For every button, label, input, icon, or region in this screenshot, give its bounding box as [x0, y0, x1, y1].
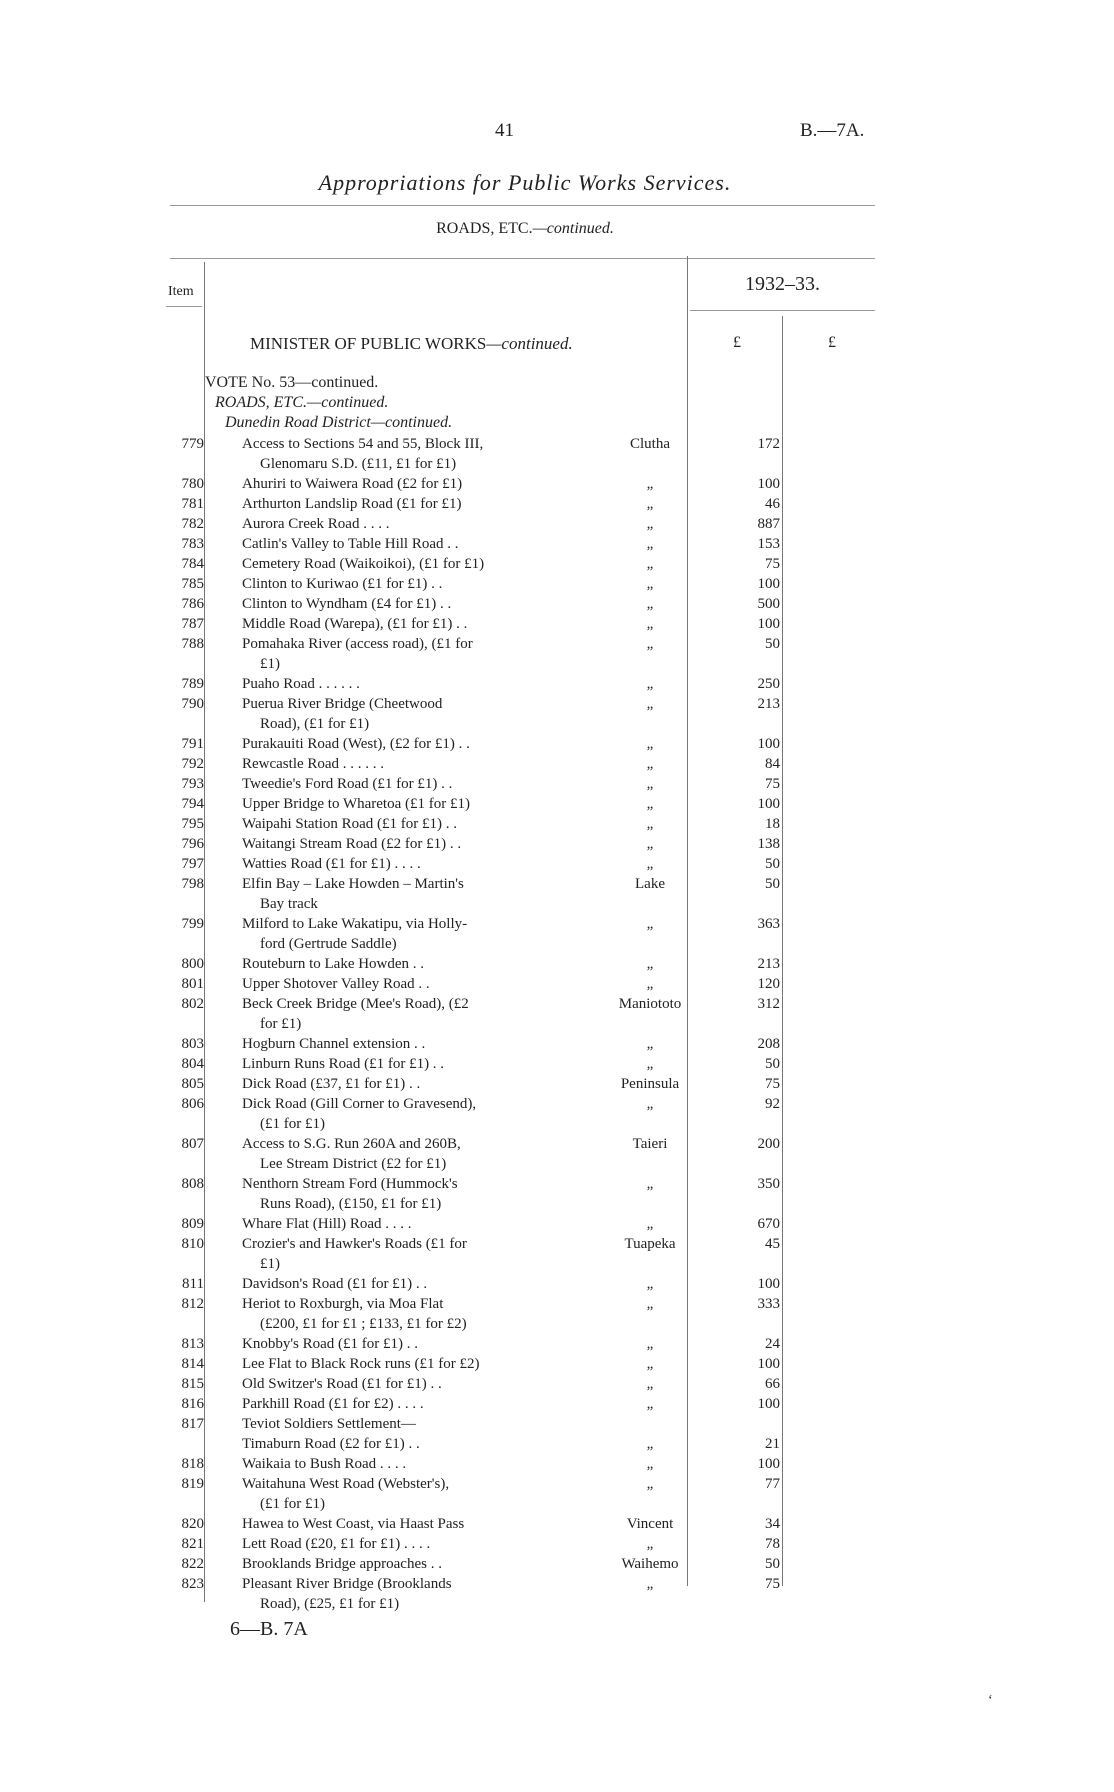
road-district: „ [646, 516, 654, 532]
road-district: „ [646, 1336, 654, 1352]
road-district: „ [646, 616, 654, 632]
description-line: Arthurton Landslip Road (£1 for £1) [242, 496, 462, 512]
item-description [242, 1234, 562, 1274]
amount: 46 [765, 496, 780, 512]
amount: 120 [757, 976, 780, 992]
description-line: Catlin's Valley to Table Hill Road . . [242, 536, 459, 552]
amount: 100 [757, 476, 780, 492]
amount: 75 [765, 776, 780, 792]
description-line: Lett Road (£20, £1 for £1) . . . . [242, 1536, 431, 1552]
amount: 208 [757, 1036, 780, 1052]
road-district: Maniototo [618, 996, 682, 1012]
item-description [242, 1294, 562, 1334]
item-number: 822 [181, 1556, 204, 1572]
description-line: Aurora Creek Road . . . . [242, 516, 390, 532]
description-line: Dick Road (Gill Corner to Gravesend), [242, 1096, 477, 1112]
road-district: „ [646, 1296, 654, 1312]
item-number: 793 [181, 776, 204, 792]
amount: 312 [757, 996, 780, 1012]
year-header-rule [690, 310, 875, 311]
amount: 100 [757, 1356, 780, 1372]
item-description [242, 1414, 562, 1434]
description-line: Pomahaka River (access road), (£1 for [242, 636, 473, 652]
item-description [242, 1534, 562, 1554]
amount: 77 [765, 1476, 780, 1492]
item-description [242, 994, 562, 1034]
road-district: „ [646, 676, 654, 692]
amount: 21 [765, 1436, 780, 1452]
description-line: Waipahi Station Road (£1 for £1) . . [242, 816, 458, 832]
description-continuation: Lee Stream District (£2 for £1) [260, 1156, 447, 1172]
road-district: „ [646, 776, 654, 792]
description-continuation: for £1) [260, 1016, 302, 1032]
description-continuation: (£1 for £1) [260, 1496, 325, 1512]
amount: 50 [765, 876, 780, 892]
item-description [242, 1274, 562, 1294]
item-description [242, 1214, 562, 1234]
item-number: 798 [181, 876, 204, 892]
amount: 100 [757, 616, 780, 632]
amount: 100 [757, 796, 780, 812]
item-number: 791 [181, 736, 204, 752]
description-line: Whare Flat (Hill) Road . . . . [242, 1216, 412, 1232]
description-line: Upper Shotover Valley Road . . [242, 976, 430, 992]
road-district: „ [646, 1536, 654, 1552]
vote-heading: VOTE No. 53—continued. [205, 374, 379, 391]
amount: 45 [765, 1236, 780, 1252]
item-description [242, 1434, 562, 1454]
amount: 92 [765, 1096, 780, 1112]
item-description [242, 694, 562, 734]
item-description [242, 1094, 562, 1134]
item-description [242, 1474, 562, 1514]
amount: 78 [765, 1536, 780, 1552]
item-description [242, 1514, 562, 1534]
road-district: „ [646, 536, 654, 552]
item-number: 792 [181, 756, 204, 772]
amount: 670 [757, 1216, 780, 1232]
description-line: Hawea to West Coast, via Haast Pass [242, 1516, 465, 1532]
item-description [242, 494, 562, 514]
amount: 213 [757, 956, 780, 972]
item-number: 808 [181, 1176, 204, 1192]
road-district: „ [646, 476, 654, 492]
road-district: „ [646, 1216, 654, 1232]
section-heading-main: ROADS, ETC. [436, 220, 533, 237]
item-description [242, 1374, 562, 1394]
item-number: 800 [181, 956, 204, 972]
item-number: 795 [181, 816, 204, 832]
amount: 500 [757, 596, 780, 612]
description-line: Access to Sections 54 and 55, Block III, [242, 436, 484, 452]
district-heading: Dunedin Road District—continued. [225, 414, 453, 431]
amount: 50 [765, 1056, 780, 1072]
roads-heading: ROADS, ETC.—continued. [215, 394, 389, 411]
item-number: 805 [181, 1076, 204, 1092]
description-line: Old Switzer's Road (£1 for £1) . . [242, 1376, 442, 1392]
item-description [242, 754, 562, 774]
amount: 66 [765, 1376, 780, 1392]
road-district: „ [646, 1376, 654, 1392]
item-description [242, 1394, 562, 1414]
item-number: 787 [181, 616, 204, 632]
description-line: Milford to Lake Wakatipu, via Holly- [242, 916, 468, 932]
description-line: Rewcastle Road . . . . . . [242, 756, 385, 772]
amount-column-divider [782, 316, 783, 1586]
description-line: Tweedie's Ford Road (£1 for £1) . . [242, 776, 453, 792]
road-district: „ [646, 916, 654, 932]
item-description [242, 1074, 562, 1094]
amount: 24 [765, 1336, 780, 1352]
item-number: 783 [181, 536, 204, 552]
section-heading-continued: —continued. [532, 220, 614, 237]
description-continuation: Bay track [260, 896, 318, 912]
item-number: 809 [181, 1216, 204, 1232]
item-number: 801 [181, 976, 204, 992]
item-description [242, 1334, 562, 1354]
item-number: 786 [181, 596, 204, 612]
description-line: Heriot to Roxburgh, via Moa Flat [242, 1296, 444, 1312]
item-number: 794 [181, 796, 204, 812]
item-description [242, 474, 562, 494]
item-description [242, 574, 562, 594]
road-district: „ [646, 496, 654, 512]
description-line: Teviot Soldiers Settlement— [242, 1416, 416, 1432]
item-number: 782 [181, 516, 204, 532]
item-number: 821 [181, 1536, 204, 1552]
item-description [242, 674, 562, 694]
description-continuation: ford (Gertrude Saddle) [260, 936, 397, 952]
amount: 100 [757, 736, 780, 752]
description-line: Clinton to Wyndham (£4 for £1) . . [242, 596, 452, 612]
description-line: Nenthorn Stream Ford (Hummock's [242, 1176, 458, 1192]
amount: 333 [757, 1296, 780, 1312]
table-top-rule [170, 258, 875, 259]
description-line: Puaho Road . . . . . . [242, 676, 360, 692]
item-description [242, 1354, 562, 1374]
item-description [242, 774, 562, 794]
road-district: „ [646, 1356, 654, 1372]
description-line: Watties Road (£1 for £1) . . . . [242, 856, 421, 872]
amount: 50 [765, 636, 780, 652]
amount: 50 [765, 1556, 780, 1572]
road-district: „ [646, 636, 654, 652]
item-description [242, 554, 562, 574]
item-number: 802 [181, 996, 204, 1012]
item-description [242, 1034, 562, 1054]
description-continuation: Glenomaru S.D. (£11, £1 for £1) [260, 456, 457, 472]
road-district: Clutha [630, 436, 670, 452]
amount: 138 [757, 836, 780, 852]
item-description [242, 914, 562, 954]
road-district: „ [646, 836, 654, 852]
item-number: 811 [182, 1276, 204, 1292]
road-district: „ [646, 856, 654, 872]
description-continuation: Road), (£1 for £1) [260, 716, 370, 732]
stray-mark: ‘ [988, 1693, 993, 1708]
pound-sign-column-2: £ [828, 334, 836, 351]
document-reference: B.—7A. [800, 120, 865, 141]
road-district: „ [646, 1056, 654, 1072]
amount: 213 [757, 696, 780, 712]
road-district: „ [646, 796, 654, 812]
item-description [242, 874, 562, 914]
description-line: Access to S.G. Run 260A and 260B, [242, 1136, 461, 1152]
amount: 100 [757, 576, 780, 592]
description-line: Routeburn to Lake Howden . . [242, 956, 425, 972]
description-continuation: (£200, £1 for £1 ; £133, £1 for £2) [260, 1316, 467, 1332]
amount: 363 [757, 916, 780, 932]
item-number: 779 [181, 436, 204, 452]
description-line: Linburn Runs Road (£1 for £1) . . [242, 1056, 445, 1072]
description-line: Pleasant River Bridge (Brooklands [242, 1576, 452, 1592]
item-description [242, 1174, 562, 1214]
description-line: Lee Flat to Black Rock runs (£1 for £2) [242, 1356, 480, 1372]
description-line: Purakauiti Road (West), (£2 for £1) . . [242, 736, 470, 752]
amount: 350 [757, 1176, 780, 1192]
item-number: 807 [181, 1136, 204, 1152]
description-line: Davidson's Road (£1 for £1) . . [242, 1276, 428, 1292]
ministry-heading-continued: —continued. [486, 334, 573, 353]
item-number: 806 [181, 1096, 204, 1112]
item-number: 816 [181, 1396, 204, 1412]
description-line: Cemetery Road (Waikoikoi), (£1 for £1) [242, 556, 485, 572]
item-description [242, 1574, 562, 1614]
description-line: Clinton to Kuriwao (£1 for £1) . . [242, 576, 443, 592]
amount: 34 [765, 1516, 780, 1532]
item-description [242, 534, 562, 554]
road-district: „ [646, 1036, 654, 1052]
road-district: „ [646, 1276, 654, 1292]
amount: 172 [757, 436, 780, 452]
road-district: „ [646, 596, 654, 612]
amount: 200 [757, 1136, 780, 1152]
title-rule [170, 205, 875, 206]
amount: 100 [757, 1456, 780, 1472]
item-description [242, 1134, 562, 1174]
item-number: 797 [181, 856, 204, 872]
road-district: Tuapeka [624, 1236, 676, 1252]
item-description [242, 614, 562, 634]
road-district: „ [646, 696, 654, 712]
page-number: 41 [495, 120, 514, 141]
amount: 84 [765, 756, 780, 772]
item-description [242, 594, 562, 614]
description-line: Crozier's and Hawker's Roads (£1 for [242, 1236, 467, 1252]
item-description [242, 834, 562, 854]
description-line: Parkhill Road (£1 for £2) . . . . [242, 1396, 424, 1412]
year-column-header: 1932–33. [745, 273, 820, 295]
description-line: Puerua River Bridge (Cheetwood [242, 696, 443, 712]
item-description [242, 954, 562, 974]
item-column-header: Item [168, 284, 194, 299]
road-district: „ [646, 576, 654, 592]
road-district: „ [646, 556, 654, 572]
item-number: 819 [181, 1476, 204, 1492]
amount: 75 [765, 1076, 780, 1092]
item-number: 796 [181, 836, 204, 852]
road-district: „ [646, 756, 654, 772]
road-district: Peninsula [620, 1076, 680, 1092]
description-continuation: £1) [260, 1256, 280, 1272]
item-description [242, 974, 562, 994]
description-line: Waitahuna West Road (Webster's), [242, 1476, 450, 1492]
item-description [242, 734, 562, 754]
amount: 18 [765, 816, 780, 832]
item-column-divider [204, 262, 205, 1602]
item-number: 814 [181, 1356, 204, 1372]
page-title: Appropriations for Public Works Services. [318, 170, 732, 195]
item-number: 789 [181, 676, 204, 692]
description-line: Waitangi Stream Road (£2 for £1) . . [242, 836, 462, 852]
sheet-reference: 6—B. 7A [230, 1618, 308, 1640]
pound-sign-column-1: £ [733, 334, 741, 351]
item-number: 780 [181, 476, 204, 492]
road-district: „ [646, 976, 654, 992]
amount: 75 [765, 556, 780, 572]
item-description [242, 1054, 562, 1074]
item-number: 823 [181, 1576, 204, 1592]
item-number: 790 [181, 696, 204, 712]
item-description [242, 1554, 562, 1574]
road-district: „ [646, 956, 654, 972]
description-continuation: Runs Road), (£150, £1 for £1) [260, 1196, 442, 1212]
item-number: 784 [181, 556, 204, 572]
item-description [242, 1454, 562, 1474]
road-district: „ [646, 1396, 654, 1412]
item-description [242, 854, 562, 874]
description-line: Timaburn Road (£2 for £1) . . [242, 1436, 420, 1452]
description-line: Ahuriri to Waiwera Road (£2 for £1) [242, 476, 463, 492]
road-district: Taieri [632, 1136, 668, 1152]
ministry-heading-main: MINISTER OF PUBLIC WORKS [250, 334, 487, 353]
description-line: Knobby's Road (£1 for £1) . . [242, 1336, 419, 1352]
item-description [242, 814, 562, 834]
description-continuation: Road), (£25, £1 for £1) [260, 1596, 400, 1612]
amount: 75 [765, 1576, 780, 1592]
description-line: Upper Bridge to Wharetoa (£1 for £1) [242, 796, 470, 812]
road-district: „ [646, 1436, 654, 1452]
description-line: Beck Creek Bridge (Mee's Road), (£2 [242, 996, 469, 1012]
amount: 250 [757, 676, 780, 692]
description-continuation: (£1 for £1) [260, 1116, 325, 1132]
item-number: 813 [181, 1336, 204, 1352]
item-number: 815 [181, 1376, 204, 1392]
item-description [242, 514, 562, 534]
description-continuation: £1) [260, 656, 280, 672]
item-number: 781 [181, 496, 204, 512]
item-description [242, 434, 562, 474]
item-number: 812 [181, 1296, 204, 1312]
item-number: 818 [181, 1456, 204, 1472]
item-number: 810 [181, 1236, 204, 1252]
amount: 50 [765, 856, 780, 872]
description-line: Dick Road (£37, £1 for £1) . . [242, 1076, 421, 1092]
amount: 100 [757, 1396, 780, 1412]
road-district: Lake [635, 876, 665, 892]
item-number: 788 [181, 636, 204, 652]
amount: 100 [757, 1276, 780, 1292]
description-line: Hogburn Channel extension . . [242, 1036, 426, 1052]
road-district: „ [646, 1476, 654, 1492]
description-line: Brooklands Bridge approaches . . [242, 1556, 442, 1572]
road-district: „ [646, 1576, 654, 1592]
item-number: 799 [181, 916, 204, 932]
amount: 153 [757, 536, 780, 552]
road-district: „ [646, 1096, 654, 1112]
item-number: 803 [181, 1036, 204, 1052]
item-description [242, 794, 562, 814]
road-district: „ [646, 816, 654, 832]
description-line: Waikaia to Bush Road . . . . [242, 1456, 407, 1472]
item-header-rule [166, 306, 202, 307]
ministry-heading [250, 334, 573, 354]
item-number: 820 [181, 1516, 204, 1532]
description-line: Middle Road (Warepa), (£1 for £1) . . [242, 616, 468, 632]
item-description [242, 634, 562, 674]
item-number: 785 [181, 576, 204, 592]
amount: 887 [757, 516, 780, 532]
road-district: „ [646, 1176, 654, 1192]
description-line: Elfin Bay – Lake Howden – Martin's [242, 876, 464, 892]
road-district: „ [646, 1456, 654, 1472]
road-district: Waihemo [621, 1556, 679, 1572]
road-district: Vincent [626, 1516, 674, 1532]
road-district: „ [646, 736, 654, 752]
item-number: 817 [181, 1416, 204, 1432]
item-number: 804 [181, 1056, 204, 1072]
section-heading [0, 220, 1050, 238]
